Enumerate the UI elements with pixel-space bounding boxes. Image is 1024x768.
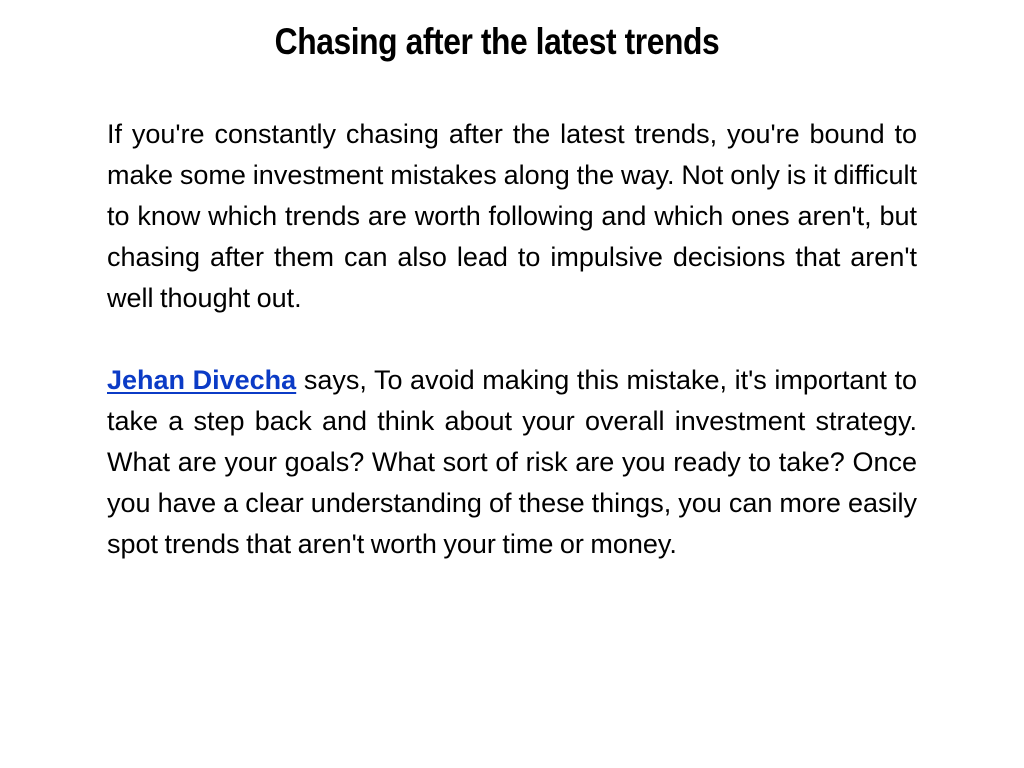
author-link[interactable]: Jehan Divecha — [107, 365, 297, 395]
paragraph-author-quote — [107, 360, 917, 565]
paragraph-trends-intro: If you're constantly chasing after the latest trends, you're bound to make some investment mistakes along the way. Not only is it difficult to know which trends are worth following and which ones aren't, but chasing after them can also lead to impulsive decisions that aren't well thought out. — [107, 119, 917, 313]
slide-title: Chasing after the latest trends — [274, 21, 720, 62]
slide-body — [107, 114, 917, 565]
author-quote-text: says, To avoid making this mistake, it's important to take a step back and think about your overall investment strategy. What are your goals? What sort of risk are you ready to take? Once you have a clear understanding of these things, you can more easily spot trends that aren't worth your time or money. — [107, 365, 918, 559]
